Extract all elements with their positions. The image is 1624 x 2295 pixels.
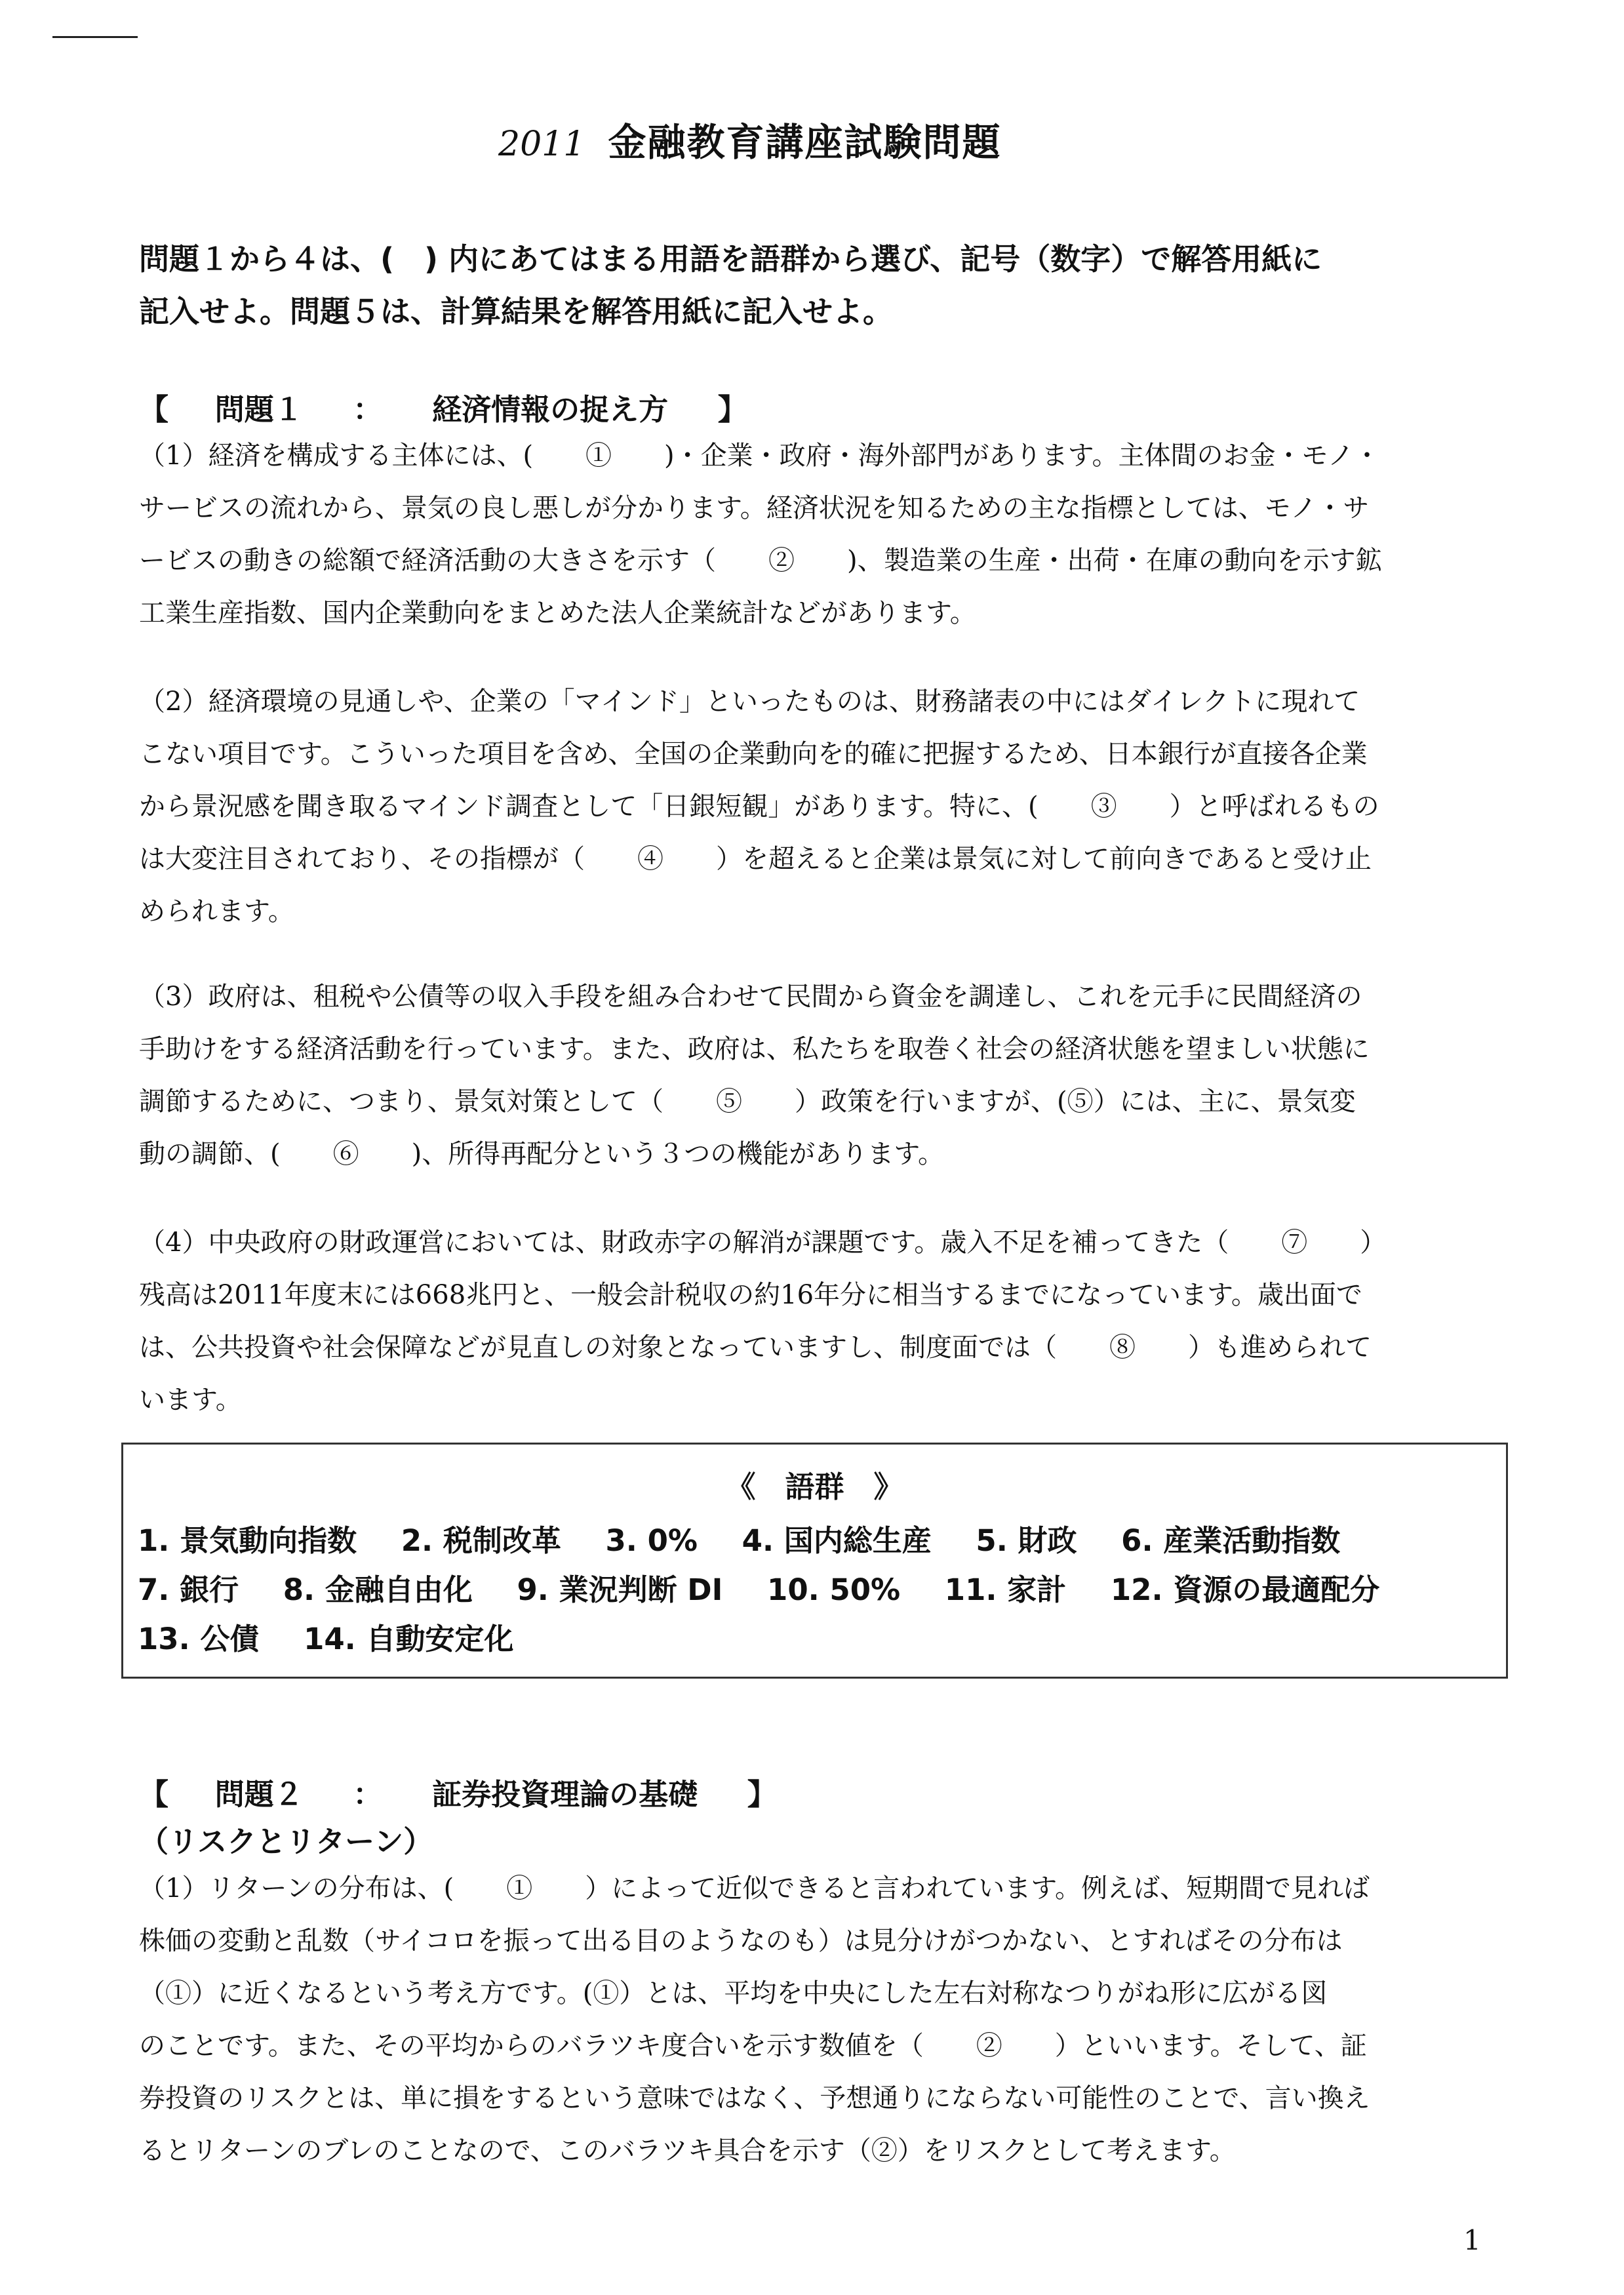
text-line: から景況感を聞き取るマインド調査として「日銀短観」があります。特に、( ③ ）と呼ばれるもの	[139, 791, 1379, 822]
text-line: は、公共投資や社会保障などが見直しの対象となっていますし、制度面では（ ⑧ ）も進められて	[139, 1332, 1372, 1363]
heading-close-bracket: 】	[717, 392, 747, 427]
q2-paragraph-1	[139, 1862, 1503, 2177]
heading-open-bracket: 【	[139, 1777, 169, 1812]
word-bank-item: 11. 家計	[944, 1572, 1067, 1607]
word-bank-item: 7. 銀行	[138, 1572, 239, 1607]
text-line: ービスの動きの総額で経済活動の大きさを示す（ ② )、製造業の生産・出荷・在庫の動向を示す鉱	[139, 546, 1382, 576]
text-line: 手助けをする経済活動を行っています。また、政府は、私たちを取巻く社会の経済状態を望ましい状態に	[139, 1034, 1370, 1064]
page-title	[498, 111, 1001, 167]
page-number: 1	[1463, 2224, 1481, 2256]
word-bank-item: 5. 財政	[976, 1523, 1077, 1558]
q1-paragraph-2	[139, 675, 1503, 938]
q1-heading	[139, 386, 747, 428]
text-line: （3）政府は、租税や公債等の収入手段を組み合わせて民間から資金を調達し、これを元手に民間経済の	[139, 982, 1362, 1012]
word-bank-row	[138, 1615, 547, 1658]
text-line: 工業生産指数、国内企業動向をまとめた法人企業統計などがあります。	[139, 598, 976, 628]
instruction-line: 記入せよ。問題５は、計算結果を解答用紙に記入せよ。	[139, 294, 893, 329]
word-bank-item: 10. 50%	[767, 1572, 901, 1607]
word-bank-title: 《 語群 》	[726, 1469, 903, 1504]
word-bank-item: 13. 公債	[138, 1622, 260, 1656]
text-line: のことです。また、その平均からのバラツキ度合いを示す数値を（ ② ）といいます。そして、証	[139, 2031, 1367, 2061]
word-bank-item: 6. 産業活動指数	[1121, 1523, 1341, 1558]
text-line: 調節するために、つまり、景気対策として（ ⑤ ）政策を行いますが、(⑤）には、主に、景気変	[139, 1087, 1356, 1117]
word-bank-item: 1. 景気動向指数	[138, 1523, 357, 1558]
text-line: められます。	[139, 896, 294, 927]
heading-title: 証券投資理論の基礎	[432, 1777, 698, 1812]
heading-number: 問題１	[214, 392, 304, 427]
text-line: 券投資のリスクとは、単に損をするという意味ではなく、予想通りにならない可能性のことで、言い換え	[139, 2083, 1370, 2113]
text-line: 残高は2011年度末には668兆円と、一般会計税収の約16年分に相当するまでになっています。歳出面で	[139, 1280, 1362, 1310]
instructions	[139, 233, 1490, 338]
text-line: 株価の変動と乱数（サイコロを振って出る目のようなのも）は見分けがつかない、とすればその分布は	[139, 1926, 1343, 1956]
text-line: サービスの流れから、景気の良し悪しが分かります。経済状況を知るための主な指標としては、モノ・サ	[139, 493, 1370, 523]
heading-colon: ：	[353, 392, 383, 427]
text-line: （4）中央政府の財政運営においては、財政赤字の解消が課題です。歳入不足を補ってきた（ ⑦ ）	[139, 1227, 1387, 1258]
word-bank-item: 8. 金融自由化	[283, 1572, 473, 1607]
title-text: 金融教育講座試験問題	[608, 120, 1002, 165]
word-bank-box	[121, 1443, 1508, 1679]
word-bank-item: 2. 税制改革	[401, 1523, 561, 1558]
text-line: 動の調節、( ⑥ )、所得再配分という３つの機能があります。	[139, 1139, 945, 1169]
word-bank-item: 12. 資源の最適配分	[1110, 1572, 1380, 1607]
heading-open-bracket: 【	[139, 392, 169, 427]
text-line: るとリターンのブレのことなので、このバラツキ具合を示す（②）をリスクとして考えます。	[139, 2136, 1236, 2166]
q1-paragraph-1	[139, 429, 1503, 639]
word-bank-row	[138, 1517, 1374, 1559]
text-line: （1）経済を構成する主体には、( ① )・企業・政府・海外部門があります。主体間のお金・モノ・	[139, 441, 1381, 471]
text-line: は大変注目されており、その指標が（ ④ ）を超えると企業は景気に対して前向きであると受け止	[139, 844, 1372, 874]
word-bank-item: 9. 業況判断 DI	[517, 1572, 723, 1607]
text-line: こない項目です。こういった項目を含め、全国の企業動向を的確に把握するため、日本銀行が直接各企業	[139, 739, 1368, 769]
q2-subheading: （リスクとリターン）	[139, 1824, 433, 1859]
q1-paragraph-3	[139, 970, 1503, 1180]
word-bank-item: 4. 国内総生産	[742, 1523, 932, 1558]
text-line: （2）経済環境の見通しや、企業の「マインド」といったものは、財務諸表の中にはダイレクトに現れて	[139, 687, 1360, 717]
word-bank-item: 14. 自動安定化	[304, 1622, 514, 1656]
text-line: います。	[139, 1385, 242, 1415]
corner-mark	[52, 36, 138, 38]
text-line: （①）に近くなるという考え方です。(①）とは、平均を中央にした左右対称なつりがね形に広がる図	[139, 1978, 1328, 2008]
word-bank-item: 3. 0%	[605, 1523, 698, 1558]
heading-close-bracket: 】	[747, 1777, 777, 1812]
instruction-line: 問題１から４は、( ) 内にあてはまる用語を語群から選び、記号（数字）で解答用紙に	[139, 241, 1322, 277]
heading-title: 経済情報の捉え方	[432, 392, 669, 427]
q2-heading	[139, 1770, 777, 1813]
heading-colon: ：	[353, 1777, 383, 1812]
title-year: 2011	[498, 125, 585, 164]
word-bank-row	[138, 1566, 1414, 1608]
text-line: （1）リターンの分布は、( ① ）によって近似できると言われています。例えば、短期間で見れば	[139, 1873, 1370, 1904]
q1-paragraph-4	[139, 1216, 1503, 1426]
heading-number: 問題２	[214, 1777, 304, 1812]
